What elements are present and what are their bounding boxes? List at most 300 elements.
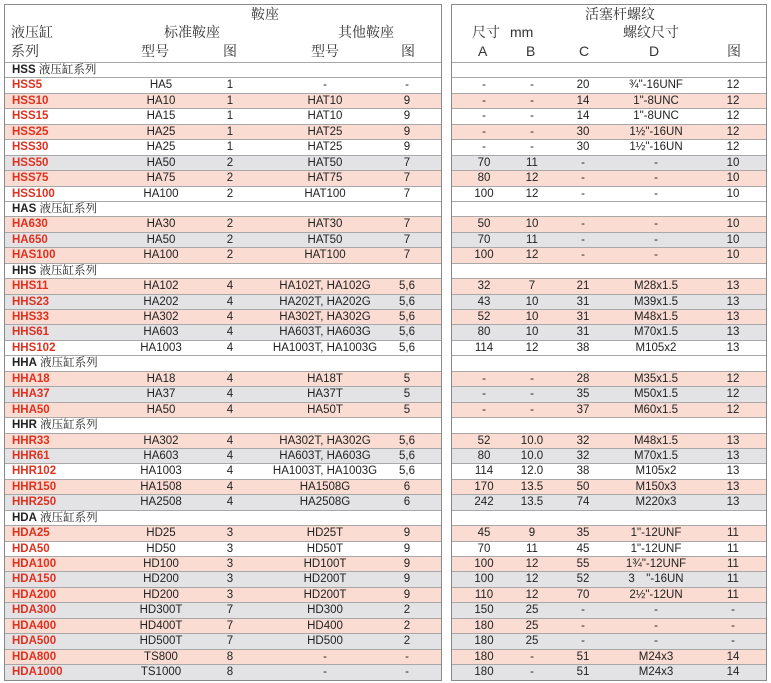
- std-figure-cell: 3: [226, 588, 234, 601]
- table-row: [5, 433, 441, 448]
- table-row: [452, 232, 766, 247]
- std-figure-cell: 2: [226, 218, 234, 231]
- a-cell: -: [482, 110, 486, 123]
- a-cell: 80: [477, 172, 491, 185]
- thread-figure-cell: 12: [726, 94, 740, 107]
- c-cell: 30: [576, 125, 590, 138]
- c-cell: -: [581, 249, 585, 262]
- series-name: HHA50: [12, 403, 50, 416]
- b-cell: -: [530, 79, 534, 92]
- std-figure-cell: 2: [226, 249, 234, 262]
- std-model-cell: HA1003: [140, 341, 182, 354]
- other-figure-cell: 5,6: [399, 280, 415, 293]
- c-cell: 38: [576, 341, 590, 354]
- std-figure-cell: 3: [226, 573, 234, 586]
- table-row: [5, 170, 441, 185]
- d-thread-cell: M35x1.5: [633, 372, 679, 385]
- table-row: [5, 479, 441, 494]
- other-figure-cell: 9: [403, 141, 411, 154]
- other-model-cell: HAT25: [307, 125, 343, 138]
- d-thread-cell: -: [654, 635, 658, 648]
- other-figure-cell: 9: [403, 588, 411, 601]
- section-header-row: [452, 355, 766, 370]
- table-row: [452, 309, 766, 324]
- c-cell: 45: [576, 542, 590, 555]
- c-cell: 14: [576, 94, 590, 107]
- d-thread-cell: 1"-8UNC: [633, 110, 679, 123]
- table-row: [5, 618, 441, 633]
- table-row: [452, 371, 766, 386]
- b-cell: 10: [525, 295, 539, 308]
- other-model-cell: HD400: [307, 619, 343, 632]
- other-figure-cell: -: [405, 666, 409, 679]
- series-name: HDA100: [12, 558, 57, 570]
- section-header-row: [5, 62, 441, 77]
- other-model-cell: HA1003T, HA1003G: [272, 341, 378, 354]
- section-text: 液压缸系列: [36, 419, 98, 432]
- section-code: HAS: [12, 202, 37, 215]
- std-model-cell: HA302: [143, 434, 179, 447]
- a-cell: -: [482, 372, 486, 385]
- std-model-cell: HA302: [143, 311, 179, 323]
- a-cell: 80: [477, 449, 491, 462]
- series-name: HA650: [12, 233, 48, 246]
- std-model-cell: HA25: [146, 141, 176, 154]
- c-cell: -: [581, 218, 585, 231]
- table-row: [5, 278, 441, 293]
- d-thread-cell: 1½"-16UN: [629, 141, 683, 154]
- section-text: 液压缸系列: [36, 357, 98, 370]
- thread-figure-cell: 11: [727, 542, 739, 555]
- a-cell: 32: [477, 280, 491, 293]
- c-cell: 28: [576, 372, 590, 385]
- series-name: HDA1000: [12, 666, 63, 679]
- b-cell: -: [530, 141, 534, 154]
- other-figure-cell: 6: [403, 496, 411, 509]
- c-cell: -: [581, 172, 585, 185]
- thread-figure-cell: 13: [726, 341, 740, 354]
- std-figure-cell: 4: [226, 403, 234, 416]
- a-cell: -: [482, 94, 486, 107]
- table-row: [5, 294, 441, 309]
- other-model-cell: HA603T, HA603G: [279, 326, 371, 339]
- section-header-row: [452, 417, 766, 432]
- std-figure-cell: 2: [226, 187, 234, 200]
- b-cell: -: [530, 125, 534, 138]
- std-model-cell: HA102: [143, 280, 179, 293]
- b-cell: -: [530, 372, 534, 385]
- d-thread-cell: M39x1.5: [633, 295, 679, 308]
- b-cell: 12: [525, 573, 539, 586]
- std-figure-cell: 1: [226, 110, 234, 123]
- a-cell: 150: [474, 604, 494, 617]
- std-figure-cell: 4: [226, 434, 234, 447]
- section-text: 液压缸系列: [35, 64, 97, 76]
- a-cell: 114: [474, 465, 494, 478]
- table-row: [5, 186, 441, 201]
- d-thread-cell: M105x2: [635, 465, 677, 478]
- c-cell: 30: [576, 141, 590, 154]
- std-model-cell: HA100: [143, 249, 179, 262]
- other-figure-cell: 5,6: [399, 449, 415, 462]
- table-row: [452, 587, 766, 602]
- b-cell: -: [530, 403, 534, 416]
- thread-size-header: 螺纹尺寸: [623, 24, 679, 40]
- other-figure-header: 图: [401, 43, 415, 59]
- table-row: [5, 155, 441, 170]
- table-row: [5, 556, 441, 571]
- c-cell: 55: [576, 558, 590, 570]
- thread-figure-cell: 12: [726, 403, 740, 416]
- other-figure-cell: 9: [403, 573, 411, 586]
- std-figure-cell: 8: [226, 666, 234, 679]
- series-name: HDA300: [12, 604, 57, 617]
- other-figure-cell: 5,6: [399, 295, 415, 308]
- rod-thread-header: 活塞杆螺纹: [585, 6, 655, 22]
- a-cell: 100: [474, 249, 494, 262]
- std-figure-cell: 4: [226, 326, 234, 339]
- thread-figure-cell: 10: [726, 172, 740, 185]
- std-model-cell: HA50: [146, 233, 176, 246]
- std-model-cell: HD300T: [139, 604, 183, 617]
- other-model-cell: HAT25: [307, 141, 343, 154]
- saddle-table-header: [5, 5, 441, 62]
- table-row: [452, 556, 766, 571]
- d-thread-cell: M150x3: [635, 480, 677, 493]
- std-figure-cell: 4: [226, 280, 234, 293]
- c-cell: 14: [576, 110, 590, 123]
- thread-figure-cell: 12: [726, 125, 740, 138]
- thread-figure-cell: -: [731, 619, 735, 632]
- d-thread-cell: M24x3: [638, 666, 674, 679]
- std-figure-cell: 3: [226, 558, 234, 570]
- std-model-cell: HA603: [143, 326, 179, 339]
- table-row: [5, 232, 441, 247]
- thread-figure-cell: 10: [726, 218, 740, 231]
- std-model-cell: HD200: [143, 588, 179, 601]
- other-model-cell: HA1508G: [299, 480, 351, 493]
- table-row: [5, 664, 441, 679]
- std-model-cell: TS1000: [140, 666, 182, 679]
- std-figure-cell: 4: [226, 388, 234, 401]
- table-row: [452, 324, 766, 339]
- c-cell: -: [581, 233, 585, 246]
- table-row: [452, 108, 766, 123]
- mm-header: mm: [510, 24, 534, 40]
- b-cell: 11: [526, 233, 538, 246]
- section-code: HHR: [12, 419, 37, 432]
- table-row: [5, 494, 441, 509]
- section-header-row: [452, 510, 766, 525]
- table-row: [452, 124, 766, 139]
- other-model-cell: HAT50: [307, 156, 343, 169]
- std-model-cell: HA100: [143, 187, 179, 200]
- other-model-cell: HA2508G: [299, 496, 351, 509]
- table-row: [452, 541, 766, 556]
- d-thread-cell: -: [654, 619, 658, 632]
- table-row: [452, 340, 766, 355]
- a-cell: 52: [477, 434, 491, 447]
- section-label: [12, 356, 98, 370]
- table-row: [5, 340, 441, 355]
- a-cell: 45: [477, 527, 491, 540]
- other-figure-cell: 7: [403, 172, 411, 185]
- table-row: [5, 541, 441, 556]
- a-cell: 100: [474, 573, 494, 586]
- b-cell: 12: [525, 249, 539, 262]
- series-name: HSS5: [12, 79, 43, 92]
- std-figure-cell: 1: [226, 79, 234, 92]
- section-header-row: [452, 263, 766, 278]
- b-cell: 12: [525, 172, 539, 185]
- b-cell: -: [530, 94, 534, 107]
- thread-figure-cell: 13: [726, 449, 740, 462]
- other-model-cell: HD50T: [306, 542, 344, 555]
- c-cell: -: [581, 604, 585, 617]
- std-figure-cell: 4: [226, 449, 234, 462]
- other-model-cell: HA302T, HA302G: [279, 311, 371, 323]
- d-thread-cell: 2½"-12UN: [629, 588, 683, 601]
- other-model-cell: -: [323, 650, 327, 663]
- other-model-cell: HAT10: [307, 94, 343, 107]
- table-row: [452, 448, 766, 463]
- d-thread-cell: 1½"-16UN: [629, 125, 683, 138]
- other-model-cell: HD100T: [303, 558, 347, 570]
- a-cell: 180: [474, 650, 494, 663]
- thread-figure-cell: 14: [726, 666, 740, 679]
- cylinder-header: 液压缸: [11, 24, 53, 40]
- c-cell: 20: [576, 79, 590, 92]
- table-row: [5, 139, 441, 154]
- table-row: [452, 479, 766, 494]
- table-row: [452, 633, 766, 648]
- section-label: [12, 418, 98, 432]
- col-d-header: D: [649, 43, 660, 59]
- std-figure-cell: 3: [226, 542, 234, 555]
- table-row: [452, 602, 766, 617]
- thread-figure-header: 图: [727, 43, 741, 59]
- d-thread-cell: -: [654, 233, 658, 246]
- table-row: [5, 216, 441, 231]
- c-cell: 50: [576, 480, 590, 493]
- table-row: [452, 649, 766, 664]
- table-row: [452, 139, 766, 154]
- section-header-row: [5, 510, 441, 525]
- d-thread-cell: 3 "-16UN: [628, 573, 684, 586]
- thread-figure-cell: 10: [726, 156, 740, 169]
- b-cell: 12: [525, 558, 539, 570]
- b-cell: 10: [525, 311, 539, 323]
- a-cell: 100: [474, 558, 494, 570]
- section-header-row: [5, 263, 441, 278]
- a-cell: 70: [477, 542, 491, 555]
- table-row: [452, 216, 766, 231]
- section-label: [12, 511, 98, 525]
- other-model-cell: HAT50: [307, 233, 343, 246]
- table-row: [5, 124, 441, 139]
- series-name: HDA400: [12, 619, 57, 632]
- std-figure-cell: 4: [226, 480, 234, 493]
- a-cell: 170: [474, 480, 494, 493]
- b-cell: 12: [525, 341, 539, 354]
- thread-figure-cell: -: [731, 635, 735, 648]
- thread-figure-cell: 13: [726, 480, 740, 493]
- other-figure-cell: 6: [403, 480, 411, 493]
- other-figure-cell: 9: [403, 558, 411, 570]
- a-cell: 52: [477, 311, 491, 323]
- table-row: [5, 77, 441, 92]
- std-figure-cell: 3: [226, 527, 234, 540]
- series-name: HDA200: [12, 588, 57, 601]
- std-model-cell: HA603: [143, 449, 179, 462]
- thread-figure-cell: 11: [727, 527, 739, 540]
- std-model-cell: HD200: [143, 573, 179, 586]
- section-text: 液压缸系列: [36, 264, 97, 277]
- d-thread-cell: M220x3: [635, 496, 677, 509]
- d-thread-cell: -: [654, 156, 658, 169]
- std-model-cell: HA25: [146, 125, 176, 138]
- other-figure-cell: 7: [403, 249, 411, 262]
- table-row: [452, 402, 766, 417]
- table-row: [5, 525, 441, 540]
- std-figure-cell: 8: [226, 650, 234, 663]
- section-header-row: [5, 355, 441, 370]
- c-cell: 31: [576, 326, 590, 339]
- std-model-header: 型号: [141, 43, 169, 59]
- d-thread-cell: M70x1.5: [633, 449, 679, 462]
- c-cell: 35: [576, 527, 590, 540]
- other-model-cell: HAT100: [304, 249, 346, 262]
- thread-figure-cell: 13: [726, 295, 740, 308]
- std-figure-cell: 2: [226, 156, 234, 169]
- section-label: [12, 202, 97, 216]
- std-figure-cell: 4: [226, 465, 234, 478]
- d-thread-cell: M60x1.5: [633, 403, 679, 416]
- other-figure-cell: 9: [403, 125, 411, 138]
- b-cell: -: [530, 110, 534, 123]
- other-model-cell: -: [323, 666, 327, 679]
- thread-figure-cell: 12: [726, 388, 740, 401]
- std-model-cell: HA37: [146, 388, 176, 401]
- series-name: HDA50: [12, 542, 50, 555]
- c-cell: -: [581, 619, 585, 632]
- a-cell: 110: [474, 588, 494, 601]
- b-cell: 12.0: [520, 465, 544, 478]
- other-figure-cell: 5,6: [399, 326, 415, 339]
- thread-figure-cell: 11: [727, 573, 739, 586]
- other-model-cell: HD300: [307, 604, 343, 617]
- b-cell: -: [530, 666, 534, 679]
- std-model-cell: HD500T: [139, 635, 183, 648]
- table-row: [452, 386, 766, 401]
- a-cell: 180: [474, 619, 494, 632]
- std-figure-cell: 4: [226, 311, 234, 323]
- standard-saddle-header: 标准鞍座: [164, 24, 220, 40]
- section-header-row: [452, 62, 766, 77]
- a-cell: -: [482, 79, 486, 92]
- series-name: HHR61: [12, 449, 50, 462]
- table-row: [452, 571, 766, 586]
- thread-figure-cell: 13: [726, 465, 740, 478]
- series-name: HSS100: [12, 187, 55, 200]
- series-name: HSS30: [12, 141, 49, 154]
- d-thread-cell: 1"-12UNF: [630, 542, 682, 555]
- table-row: [5, 324, 441, 339]
- b-cell: 13.5: [520, 480, 544, 493]
- std-figure-cell: 2: [226, 172, 234, 185]
- other-figure-cell: 7: [403, 218, 411, 231]
- section-header-row: [5, 417, 441, 432]
- c-cell: 52: [576, 573, 590, 586]
- section-text: 液压缸系列: [36, 202, 97, 215]
- a-cell: -: [482, 388, 486, 401]
- other-model-cell: HA1003T, HA1003G: [272, 465, 378, 478]
- other-figure-cell: 7: [403, 233, 411, 246]
- series-name: HHS33: [12, 311, 50, 323]
- d-thread-cell: 1¾"-12UNF: [625, 558, 687, 570]
- table-row: [5, 587, 441, 602]
- table-row: [5, 93, 441, 108]
- std-figure-cell: 4: [226, 496, 234, 509]
- std-figure-cell: 4: [226, 341, 234, 354]
- other-figure-cell: -: [405, 79, 409, 92]
- b-cell: 10: [525, 326, 539, 339]
- series-name: HHA18: [12, 372, 50, 385]
- b-cell: 13.5: [520, 496, 544, 509]
- series-name: HHS11: [12, 280, 49, 293]
- std-model-cell: HA50: [146, 403, 176, 416]
- std-model-cell: HD50: [146, 542, 176, 555]
- std-figure-cell: 7: [226, 635, 234, 648]
- section-text: 液压缸系列: [36, 511, 98, 524]
- section-code: HHA: [12, 357, 37, 370]
- other-figure-cell: 5,6: [399, 311, 415, 323]
- c-cell: -: [581, 635, 585, 648]
- table-row: [5, 571, 441, 586]
- d-thread-cell: M28x1.5: [633, 280, 679, 293]
- other-figure-cell: 2: [403, 619, 411, 632]
- d-thread-cell: M48x1.5: [633, 434, 679, 447]
- c-cell: 70: [576, 588, 590, 601]
- d-thread-cell: M48x1.5: [633, 311, 679, 323]
- series-name: HHR102: [12, 465, 57, 478]
- std-model-cell: HA5: [149, 79, 173, 92]
- other-model-cell: HA102T, HA102G: [279, 280, 371, 293]
- c-cell: 32: [576, 434, 590, 447]
- section-header-row: [452, 201, 766, 216]
- d-thread-cell: -: [654, 604, 658, 617]
- other-figure-cell: 9: [403, 542, 411, 555]
- col-a-header: A: [478, 43, 488, 59]
- other-model-cell: HA18T: [307, 372, 343, 385]
- b-cell: 10.0: [520, 449, 544, 462]
- series-name: HDA800: [12, 650, 57, 663]
- table-row: [452, 77, 766, 92]
- std-figure-cell: 4: [226, 295, 234, 308]
- thread-figure-cell: 10: [726, 233, 740, 246]
- std-model-cell: HD100: [143, 558, 179, 570]
- section-label: [12, 264, 97, 278]
- std-figure-cell: 2: [226, 233, 234, 246]
- other-model-cell: HAT100: [304, 187, 346, 200]
- std-model-cell: HD25: [146, 527, 176, 540]
- std-model-cell: HA30: [146, 218, 176, 231]
- d-thread-cell: 1"-12UNF: [630, 527, 682, 540]
- other-model-cell: HD25T: [306, 527, 344, 540]
- table-row: [452, 278, 766, 293]
- std-model-cell: HA2508: [140, 496, 182, 509]
- b-cell: 10: [525, 218, 539, 231]
